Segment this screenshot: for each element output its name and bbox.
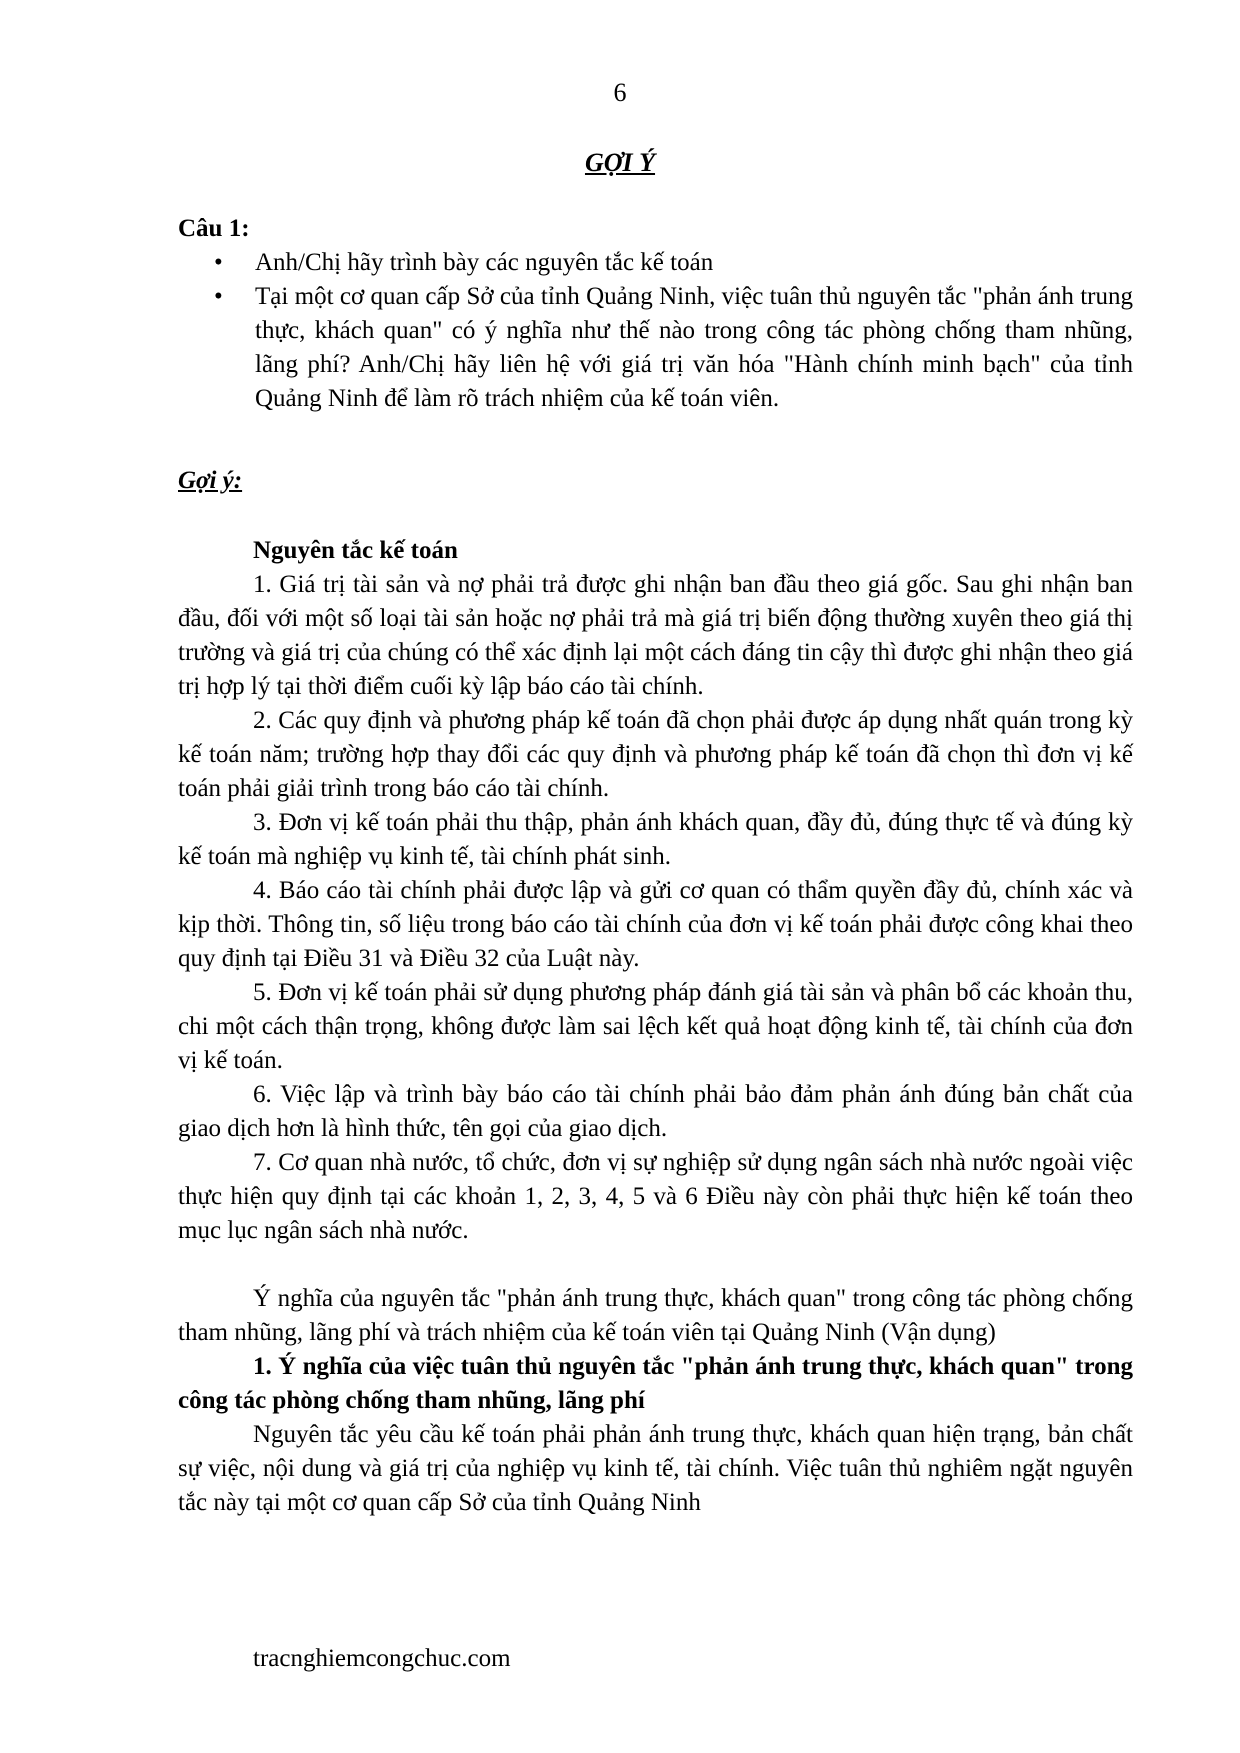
question-label: Câu 1: bbox=[178, 215, 250, 242]
list-item bbox=[178, 280, 1133, 416]
bullet-icon: • bbox=[214, 249, 223, 276]
spacer bbox=[178, 1248, 1133, 1282]
footer-website: tracnghiemcongchuc.com bbox=[253, 1645, 511, 1672]
question-text: Anh/Chị hãy trình bày các nguyên tắc kế toán bbox=[255, 249, 714, 276]
section-heading: 1. Ý nghĩa của việc tuân thủ nguyên tắc "phản ánh trung thực, khách quan" trong công tác phòng chống tham nhũng, lãng phí bbox=[178, 1353, 1133, 1414]
principle-paragraph: 1. Giá trị tài sản và nợ phải trả được ghi nhận ban đầu theo giá gốc. Sau ghi nhận ban đầu, đối với một số loại tài sản hoặc nợ phải trả mà giá trị biến động thường xuyên theo giá thị trường và giá trị của chúng có thể xác định lại một cách đáng tin cậy thì được ghi nhận theo giá trị hợp lý tại thời điểm cuối kỳ lập báo cáo tài chính. bbox=[178, 571, 1133, 700]
list-item bbox=[178, 246, 1133, 280]
principle-paragraph: 4. Báo cáo tài chính phải được lập và gửi cơ quan có thẩm quyền đầy đủ, chính xác và kịp thời. Thông tin, số liệu trong báo cáo tài chính của đơn vị kế toán phải được công khai theo quy định tại Điều 31 và Điều 32 của Luật này. bbox=[178, 877, 1133, 972]
document-body bbox=[178, 212, 1133, 1520]
principle-paragraph: 5. Đơn vị kế toán phải sử dụng phương pháp đánh giá tài sản và phân bổ các khoản thu, chi một cách thận trọng, không được làm sai lệch kết quả hoạt động kinh tế, tài chính của đơn vị kế toán. bbox=[178, 979, 1133, 1074]
section-paragraph: Nguyên tắc yêu cầu kế toán phải phản ánh trung thực, khách quan hiện trạng, bản chất sự việc, nội dung và giá trị của nghiệp vụ kinh tế, tài chính. Việc tuân thủ nghiêm ngặt nguyên tắc này tại một cơ quan cấp Sở của tỉnh Quảng Ninh bbox=[178, 1421, 1133, 1516]
principle-paragraph: 6. Việc lập và trình bày báo cáo tài chính phải bảo đảm phản ánh đúng bản chất của giao dịch hơn là hình thức, tên gọi của giao dịch. bbox=[178, 1081, 1133, 1142]
hint-label: Gợi ý: bbox=[178, 467, 243, 494]
principle-paragraph: 7. Cơ quan nhà nước, tổ chức, đơn vị sự nghiệp sử dụng ngân sách nhà nước ngoài việc thực hiện quy định tại các khoản 1, 2, 3, 4, 5 và 6 Điều này còn phải thực hiện kế toán theo mục lục ngân sách nhà nước. bbox=[178, 1149, 1133, 1244]
application-intro: Ý nghĩa của nguyên tắc "phản ánh trung thực, khách quan" trong công tác phòng chống tham nhũng, lãng phí và trách nhiệm của kế toán viên tại Quảng Ninh (Vận dụng) bbox=[178, 1285, 1133, 1346]
principle-paragraph: 3. Đơn vị kế toán phải thu thập, phản ánh khách quan, đầy đủ, đúng thực tế và đúng kỳ kế toán mà nghiệp vụ kinh tế, tài chính phát sinh. bbox=[178, 809, 1133, 870]
bullet-icon: • bbox=[214, 283, 223, 310]
principle-paragraph: 2. Các quy định và phương pháp kế toán đã chọn phải được áp dụng nhất quán trong kỳ kế toán năm; trường hợp thay đổi các quy định và phương pháp kế toán đã chọn thì đơn vị kế toán phải giải trình trong báo cáo tài chính. bbox=[178, 707, 1133, 802]
question-list bbox=[178, 246, 1133, 416]
principles-heading: Nguyên tắc kế toán bbox=[253, 537, 458, 564]
question-text: Tại một cơ quan cấp Sở của tỉnh Quảng Ninh, việc tuân thủ nguyên tắc "phản ánh trung thực, khách quan" có ý nghĩa như thế nào trong công tác phòng chống tham nhũng, lãng phí? Anh/Chị hãy liên hệ với giá trị văn hóa "Hành chính minh bạch" của tỉnh Quảng Ninh để làm rõ trách nhiệm của kế toán viên. bbox=[255, 283, 1133, 412]
page-number: 6 bbox=[613, 78, 627, 107]
page-title: GỢI Ý bbox=[584, 148, 656, 177]
